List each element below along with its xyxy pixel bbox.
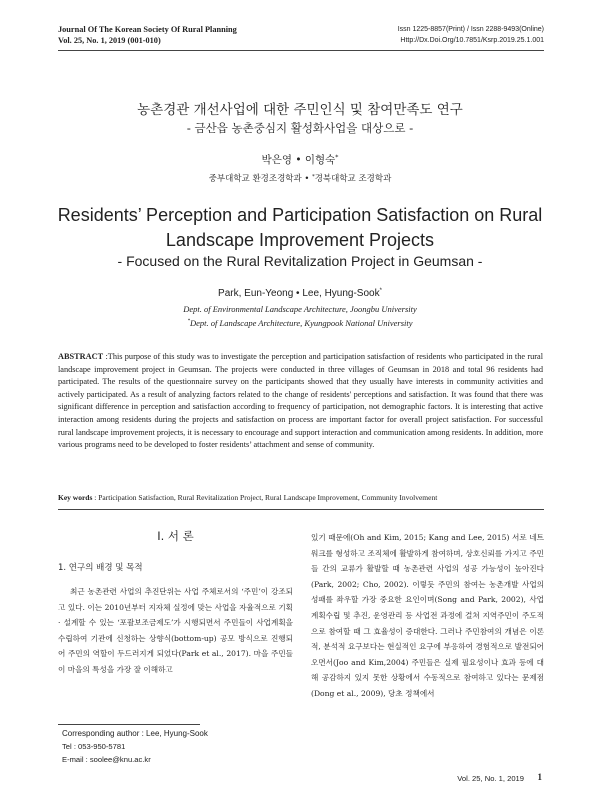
english-affiliation-mark: * [187,318,190,324]
keywords-divider [58,509,544,510]
corresponding-email[interactable]: E-mail : soolee@knu.ac.kr [62,755,151,764]
english-title-line2: Landscape Improvement Projects [165,230,435,250]
english-affiliation-2-text: Dept. of Landscape Architecture, Kyungpook National University [190,318,413,328]
korean-affiliation-a: 중부대학교 환경조경학과 • [208,174,313,184]
korean-affiliations [0,173,600,185]
korean-affiliation-mark: * [312,174,315,180]
body-text-left-column: 최근 농촌관련 사업의 추진단위는 사업 주체로서의 ‘주민’이 강조되고 있다. 이는 2010년부터 지자체 실정에 맞는 사업을 자율적으로 기획 · 설계할 수 있는 ‘포괄보조금제도’가 시행되면서 주민들이 사업계획을 수립하여 기관에 신청하는 상향식(bottom-up) 공모 방식으로 진행되어 주민의 역할이 두드러지게 되었다(Park et al., 2017). 마을 주민들이 마을의 특성을 가장 잘 이해하고 [58,587,293,674]
keywords-text: : Participation Satisfaction, Rural Revitalization Project, Rural Landscape Improvement, Community Involvement [92,493,438,502]
page-number: 1 [537,772,542,782]
english-authors [0,287,600,300]
abstract [58,351,543,452]
english-affiliation-1: Dept. of Environmental Landscape Architecture, Joongbu University [183,304,417,314]
korean-authors-text: 박은영 • 이형숙 [261,154,336,166]
korean-authors-mark: * [335,154,339,161]
section-heading: Ⅰ. 서 론 [157,529,194,543]
english-authors-text: Park, Eun-Yeong • Lee, Hyung-Sook [218,288,380,299]
body-text-right-column: 있기 때문에(Oh and Kim, 2015; Kang and Lee, 2015) 서로 네트워크를 형성하고 조직체에 활발하게 참여하며, 상호신뢰를 가지고 주민들 간의 교류가 활발할 때 농촌관련 사업의 성공 가능성이 높아진다(Park, 2002; Cho, 2002). 이렇듯 주민의 참여는 농촌개발 사업의 성패를 좌우할 가장 중요한 요인이며(Song and Park, 2002), 사업 계획수립 및 추진, 운영관리 등 사업전 과정에 걸쳐 지역주민이 주도적으로 참여할 때 그 효율성이 증대한다. 그러나 주민참여의 개념은 이론적, 분석적 요구보다는 현실적인 요구에 부응하여 경험적으로 발전되어 오면서(Joo and Kim,2004) 주민들은 실제 필요성이나 효과 등에 대해 공감하지 있지 못한 상황에서 수동적으로 참여하고 있다는 문제점(Dong et al., 2009), 당초 정책에서 [311,533,544,698]
korean-authors [0,153,600,167]
journal-name: Journal Of The Korean Society Of Rural Planning [58,25,237,34]
abstract-label: ABSTRACT [58,352,104,361]
english-affiliation-2 [0,317,600,329]
footnote-divider [58,724,200,725]
footer-issue: Vol. 25, No. 1, 2019 [457,774,524,783]
english-authors-mark: * [379,288,382,294]
korean-affiliation-b: 경북대학교 조경학과 [314,174,392,184]
journal-volume: Vol. 25, No. 1, 2019 (001-010) [58,36,161,45]
corresponding-author: Corresponding author : Lee, Hyung-Sook [62,729,208,738]
doi-link[interactable]: Http://Dx.Doi.Org/10.7851/Ksrp.2019.25.1.001 [400,37,544,44]
keywords-label: Key words [58,493,93,502]
korean-title: 농촌경관 개선사업에 대한 주민인식 및 참여만족도 연구 [137,102,463,118]
issn: Issn 1225-8857(Print) / Issn 2288-9493(Online) [397,26,544,33]
korean-subtitle: - 금산읍 농촌중심지 활성화사업을 대상으로 - [186,121,414,135]
english-title-line1: Residents’ Perception and Participation Satisfaction on Rural [57,205,543,225]
english-subtitle: - Focused on the Rural Revitalization Project in Geumsan - [117,253,483,269]
abstract-text: :This purpose of this study was to investigate the perception and participation satisfaction of residents who participated in the rural landscape improvement project in Geumsan. The projects were conducted in three villages of Geumsan in 2018 and total 96 residents had participated. The results of the questionnaire survey on the participants showed that they usually have interests in community activities and actively participated. As a result of analyzing factors related to the change of residents' perceptions and satisfaction. It was found that there was significant difference in perception and satisfaction according to frequency of participation, not demographic factors. It is interesting that active interaction among residents during the projects and satisfaction on process are important factor for overall project satisfaction. For successful rural landscape improvement projects, it is necessary to encourage and support interaction and communication among residents. In addition, more various programs need to be developed to foster residents’ attachment and sense of community. [58,352,543,450]
subsection-heading: 1. 연구의 배경 및 목적 [58,563,143,573]
corresponding-tel: Tel : 053-950-5781 [62,742,126,751]
keywords [58,492,543,503]
header-divider [58,50,544,51]
